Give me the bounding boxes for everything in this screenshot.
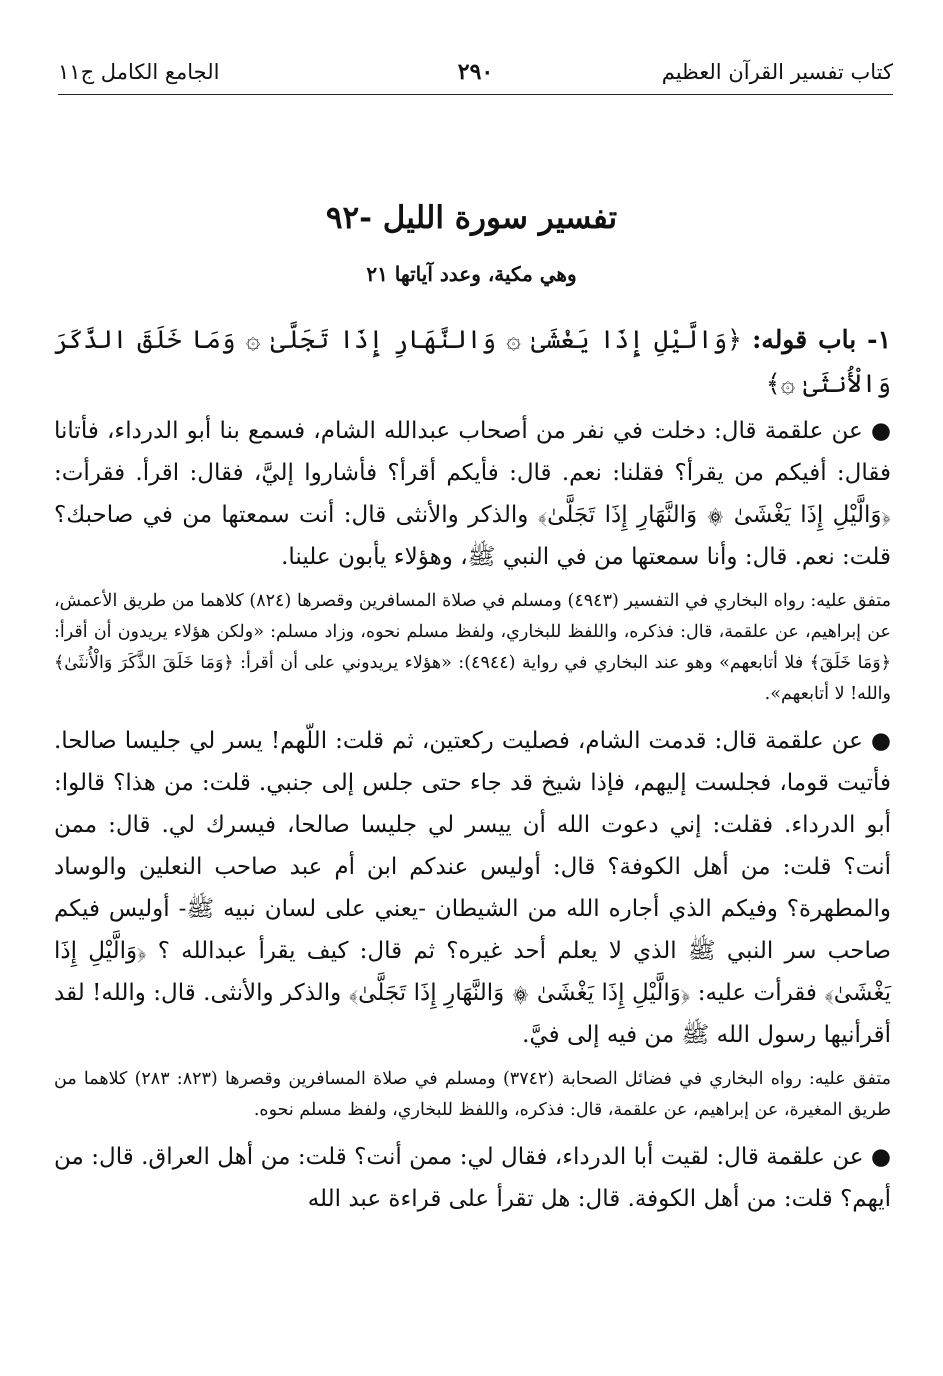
hadith-paragraph: ● عن علقمة قال: قدمت الشام، فصليت ركعتين، ثم قلت: اللّهم! يسر لي جليسا صالحا. فأتيت قوما، فجلست إليهم، فإذا شيخ قد جاء حتى جلس إلى جنبي. قلت: من هذا؟ قالوا: أبو الدرداء. فقلت: إني دعوت الله أن ييسر لي جليسا صالحا، فيسرك لي. قال: ممن أنت؟ قلت: من أهل الكوفة؟ قال: أوليس عندكم ابن أم عبد صاحب النعلين والوساد والمطهرة؟ وفيكم الذي أجاره الله من الشيطان -يعني على لسان نبيه ﷺ- أوليس فيكم صاحب سر النبي ﷺ الذي لا يعلم أحد غيره؟ ثم قال: كيف يقرأ عبدالله ؟ ﴿وَالَّيْلِ إِذَا يَغْشَىٰ﴾ فقرأت عليه: ﴿وَالَّيْلِ إِذَا يَغْشَىٰ ۞ وَالنَّهَارِ إِذَا تَجَلَّىٰ﴾ والذكر والأنثى. قال: والله! لقد أقرأنيها رسول الله ﷺ من فيه إلى فيَّ.: [54, 728, 891, 1048]
chapter-label: ١- باب قوله:: [752, 325, 891, 354]
surah-title: تفسير سورة الليل -٩٢: [325, 200, 618, 236]
hadith-paragraph: ● عن علقمة قال: لقيت أبا الدرداء، فقال لي: ممن أنت؟ قلت: من أهل العراق. قال: من أيهم؟ قلت: من أهل الكوفة. قال: هل تقرأ على قراءة عبد الله: [54, 1144, 891, 1212]
hadith-paragraph: ● عن علقمة قال: دخلت في نفر من أصحاب عبدالله الشام، فسمع بنا أبو الدرداء، فأتانا فقال: أفيكم من يقرأ؟ فقلنا: نعم. قال: فأيكم أقرأ؟ فأشاروا إليَّ، فقال: اقرأ. فقرأت: ﴿وَالَّيْلِ إِذَا يَغْشَىٰ ۞ وَالنَّهَارِ إِذَا تَجَلَّىٰ﴾ والذكر والأنثى قال: أنت سمعتها من في صاحبك؟ قلت: نعم. قال: وأنا سمعتها من في النبي ﷺ، وهؤلاء يأبون علينا.: [54, 418, 891, 570]
page-number: ٢٩٠: [457, 59, 494, 85]
takhrij-note: متفق عليه: رواه البخاري في التفسير (٤٩٤٣) ومسلم في صلاة المسافرين وقصرها (٨٢٤) كلاهما من طريق الأعمش، عن إبراهيم، عن علقمة، قال: فذكره، واللفظ للبخاري، ولفظ مسلم نحوه، وزاد مسلم: «ولكن هؤلاء يريدون أن أقرأ: ﴿وَمَا خَلَقَ﴾ فلا أتابعهم» وهو عند البخاري في رواية (٤٩٤٤): «هؤلاء يريدوني على أن أقرأ: ﴿وَمَا خَلَقَ الذَّكَرَ وَالْأُنثَىٰ﴾ والله! لا أتابعهم».: [54, 591, 891, 704]
chapter-verse: ﴿وَالَّيْلِ إِذَا يَغْشَىٰ ۞ وَالنَّهَارِ إِذَا تَجَلَّىٰ ۞ وَمَا خَلَقَ الذَّكَرَ وَالْأُنثَىٰ ۞﴾: [54, 325, 891, 398]
header-volume: الجامع الكامل ج١١: [58, 60, 220, 84]
takhrij-note: متفق عليه: رواه البخاري في فضائل الصحابة (٣٧٤٢) ومسلم في صلاة المسافرين وقصرها (٨٢٣: ٢٨٣) كلاهما من طريق المغيرة، عن إبراهيم، عن علقمة، قال: فذكره، واللفظ للبخاري، ولفظ مسلم نحوه.: [54, 1069, 891, 1120]
surah-subtitle: وهي مكية، وعدد آياتها ٢١: [366, 262, 577, 286]
chapter-heading: [54, 318, 891, 406]
page-body: [54, 318, 891, 1224]
header-book-title: كتاب تفسير القرآن العظيم: [661, 60, 893, 84]
page-header: [58, 50, 893, 95]
